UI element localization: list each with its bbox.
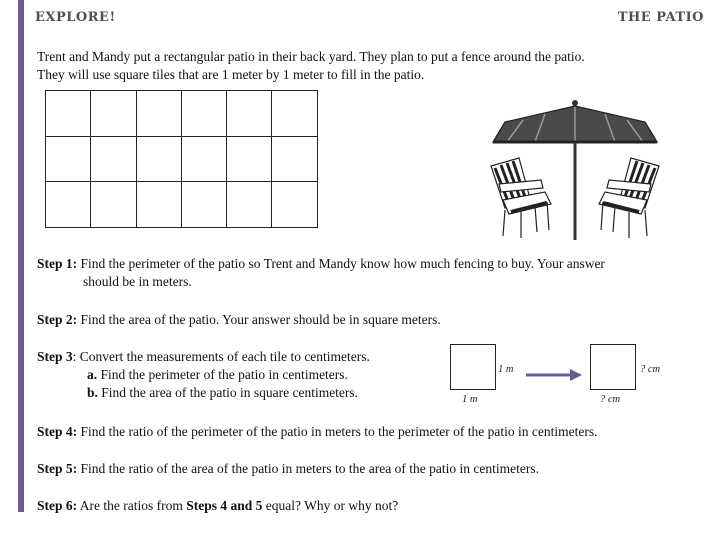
step-3a — [37, 366, 437, 384]
step-3b — [37, 384, 437, 402]
patio-tile — [136, 182, 181, 228]
patio-tile — [272, 182, 317, 228]
step-3-label: Step 3 — [37, 349, 73, 364]
step-6-text-after: equal? Why or why not? — [262, 498, 399, 513]
step-4 — [37, 423, 707, 441]
patio-tile — [227, 182, 272, 228]
step-4-text: Find the ratio of the perimeter of the patio in meters to the perimeter of the patio in centimeters. — [80, 424, 598, 439]
patio-tile — [227, 91, 272, 137]
step-2-text: Find the area of the patio. Your answer should be in square meters. — [80, 312, 441, 327]
lesson-title: THE PATIO — [617, 10, 704, 25]
step-1-continuation: should be in meters. — [83, 274, 192, 289]
patio-tile — [227, 136, 272, 182]
step-5 — [37, 460, 707, 478]
patio-grid-row — [46, 91, 318, 137]
step-3b-marker: b. — [87, 385, 98, 400]
step-4-label: Step 4: — [37, 424, 78, 439]
step-2 — [37, 311, 697, 329]
patio-tile — [136, 91, 181, 137]
meter-side-label: 1 m — [498, 364, 514, 375]
intro-paragraph — [37, 48, 697, 84]
patio-grid — [45, 90, 318, 228]
section-title: EXPLORE! — [35, 10, 116, 25]
step-5-label: Step 5: — [37, 461, 78, 476]
step-6-text-bold: Steps 4 and 5 — [186, 498, 263, 513]
patio-umbrella-chairs-icon — [485, 100, 665, 242]
step-3a-text: Find the perimeter of the patio in centimeters. — [100, 367, 348, 382]
accent-bar — [18, 0, 24, 512]
meter-bottom-label: 1 m — [462, 394, 478, 405]
centimeter-tile — [590, 344, 636, 390]
patio-tile — [181, 182, 226, 228]
patio-tile — [136, 136, 181, 182]
step-3a-marker: a. — [87, 367, 98, 382]
patio-tile — [46, 136, 91, 182]
step-6-text-before: Are the ratios from — [79, 498, 187, 513]
patio-grid-row — [46, 182, 318, 228]
patio-tile — [46, 182, 91, 228]
patio-tile — [91, 182, 136, 228]
step-1-label: Step 1: — [37, 256, 78, 271]
step-2-label: Step 2: — [37, 312, 78, 327]
step-3-text: : Convert the measurements of each tile to centimeters. — [72, 349, 370, 364]
tile-conversion-diagram — [448, 344, 688, 408]
patio-tile — [272, 136, 317, 182]
centimeter-bottom-label: ? cm — [600, 394, 621, 405]
arrow-right-icon — [526, 369, 582, 381]
intro-line-1: Trent and Mandy put a rectangular patio in their back yard. They plan to put a fence around the patio. — [37, 49, 585, 64]
patio-tile — [181, 136, 226, 182]
centimeter-side-label: ? cm — [640, 364, 661, 375]
patio-grid-row — [46, 136, 318, 182]
step-3b-text: Find the area of the patio in square centimeters. — [101, 385, 359, 400]
step-5-text: Find the ratio of the area of the patio in meters to the area of the patio in centimeters. — [80, 461, 539, 476]
patio-tile — [46, 91, 91, 137]
patio-tile — [272, 91, 317, 137]
patio-tile — [91, 136, 136, 182]
patio-tile — [181, 91, 226, 137]
intro-line-2: They will use square tiles that are 1 meter by 1 meter to fill in the patio. — [37, 67, 425, 82]
step-6 — [37, 497, 707, 515]
step-6-label: Step 6: — [37, 498, 78, 513]
patio-tile — [91, 91, 136, 137]
step-1-text: Find the perimeter of the patio so Trent and Mandy know how much fencing to buy. Your answer — [80, 256, 605, 271]
step-1 — [37, 255, 697, 291]
step-3 — [37, 348, 437, 402]
meter-tile — [450, 344, 496, 390]
